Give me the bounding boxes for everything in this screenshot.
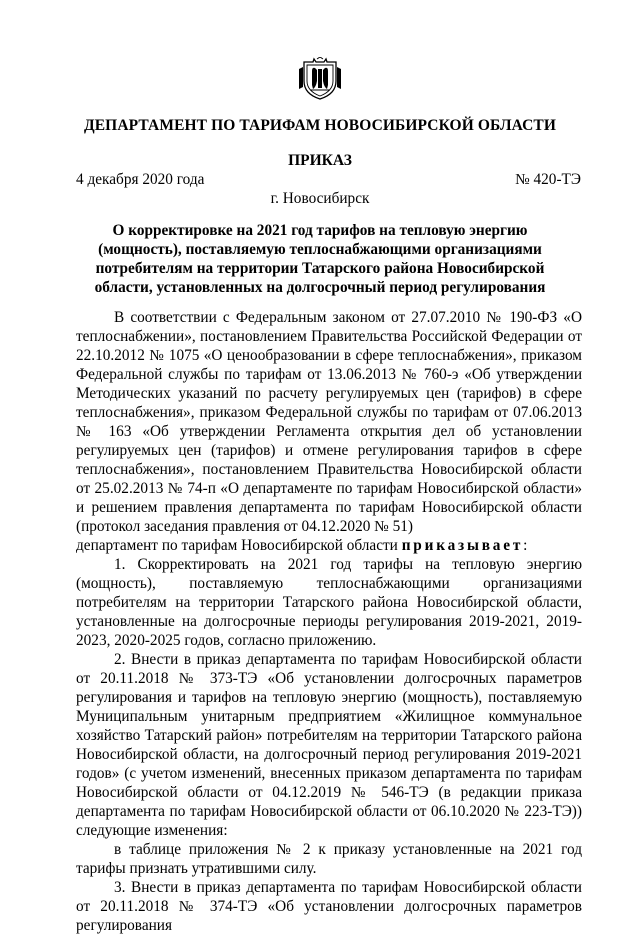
resolve-paragraph [76,536,582,555]
coat-of-arms-icon [297,57,343,101]
document-type: ПРИКАЗ [288,152,352,169]
resolve-word: приказывает [401,537,524,554]
item-2-paragraph: 2. Внести в приказ департамента по тарифам Новосибирской области от 20.11.2018 № 373-ТЭ «Об установлении долгосрочных параметров регулирования и тарифов на тепловую энергию (мощность), поставляемую Муниципальным унитарным предприятием «Жилищное коммунальное хозяйство Татарский район» потребителям на территории Татарского района Новосибирской области, на долгосрочный период регулирования 2019-2021 годов» (с учетом изменений, внесенных приказом департамента по тарифам Новосибирской области от 04.12.2019 № 546-ТЭ (в редакции приказа департамента по тарифам Новосибирской области от 06.10.2020 № 223-ТЭ)) следующие изменения: [76,651,582,839]
document-body [76,308,582,935]
item-2-change-paragraph: в таблице приложения № 2 к приказу установленные на 2021 год тарифы признать утратившими силу. [76,841,582,877]
department-title: ДЕПАРТАМЕНТ ПО ТАРИФАМ НОВОСИБИРСКОЙ ОБЛАСТИ [83,117,557,134]
document-number: № 420-ТЭ [515,171,581,188]
item-3-paragraph: 3. Внести в приказ департамента по тарифам Новосибирской области от 20.11.2018 № 374-ТЭ «Об установлении долгосрочных параметров регулирования [76,879,582,934]
document-date: 4 декабря 2020 года [76,171,205,188]
resolve-prefix: департамент по тарифам Новосибирской области [76,537,402,554]
document-city: г. Новосибирск [270,190,370,207]
item-1-paragraph: 1. Скорректировать на 2021 год тарифы на тепловую энергию (мощность), поставляемую теплоснабжающими организациями потребителям на территории Татарского района Новосибирской области, установленные на долгосрочные периоды регулирования 2019-2021, 2019-2023, 2020-2025 годов, согласно приложению. [76,556,582,649]
document-subject: О корректировке на 2021 год тарифов на тепловую энергию (мощность), поставляемую теплоснабжающими организациями потребителям на территории Татарского района Новосибирской области, установленных на долгосрочный период регулирования [94,222,546,296]
resolve-suffix: : [523,537,528,554]
preamble-paragraph: В соответствии с Федеральным законом от 27.07.2010 № 190-ФЗ «О теплоснабжении», постановлением Правительства Российской Федерации от 22.10.2012 № 1075 «О ценообразовании в сфере теплоснабжения», приказом Федеральной службы по тарифам от 13.06.2013 № 760-э «Об утверждении Методических указаний по расчету регулируемых цен (тарифов) в сфере теплоснабжения», приказом Федеральной службы по тарифам от 07.06.2013 № 163 «Об утверждении Регламента открытия дел об установлении регулируемых цен (тарифов) и отмене регулирования тарифов в сфере теплоснабжения», постановлением Правительства Новосибирской области от 25.02.2013 № 74-п «О департаменте по тарифам Новосибирской области» и решением правления департамента по тарифам Новосибирской области (протокол заседания правления от 04.12.2020 № 51) [76,309,582,535]
